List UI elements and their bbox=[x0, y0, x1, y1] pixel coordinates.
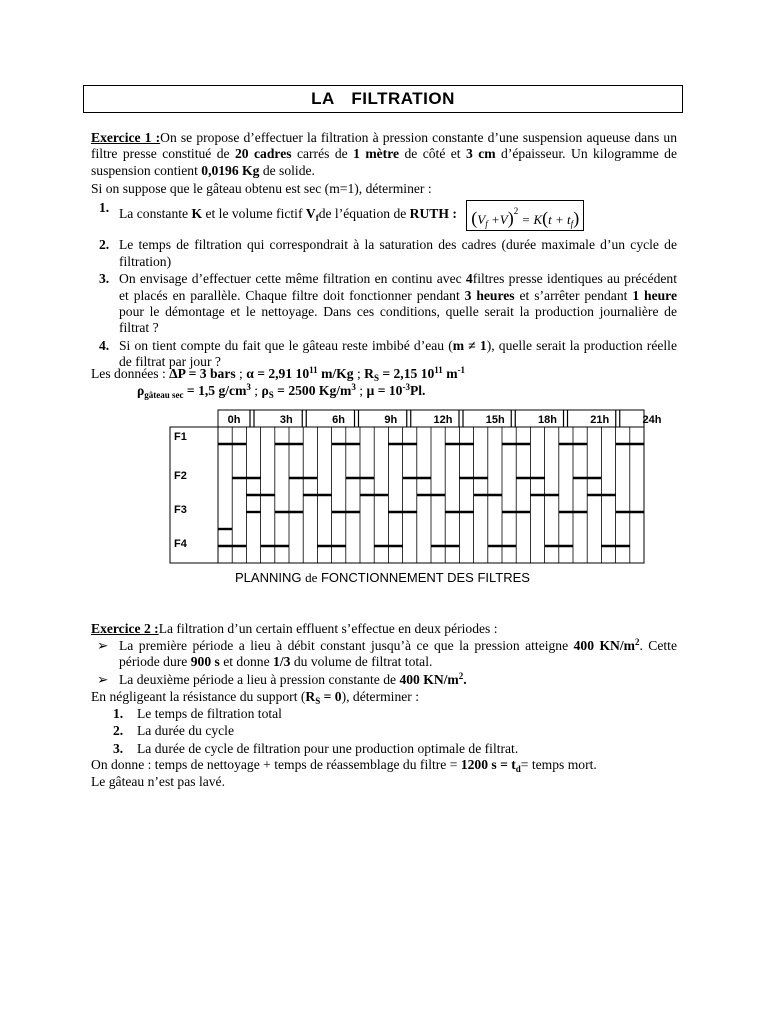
exercise-1-label: Exercice 1 : bbox=[91, 130, 161, 145]
text-bold: 1 mètre bbox=[353, 146, 400, 162]
eq-term: t + t bbox=[548, 212, 571, 227]
hour-label-3h: 3h bbox=[279, 414, 293, 426]
caption-text: PLANNING bbox=[235, 570, 306, 585]
given-data-line-2 bbox=[137, 383, 637, 399]
text: On envisage d’effectuer cette même filtration en continu avec bbox=[119, 271, 466, 287]
text-bold: R bbox=[305, 689, 316, 704]
question-2 bbox=[91, 237, 677, 270]
exercise-2-instruction bbox=[91, 689, 677, 705]
question-number: 3. bbox=[113, 740, 124, 756]
text: La durée du cycle bbox=[137, 723, 234, 739]
text: de côté et bbox=[399, 146, 467, 162]
text-bold: ρ bbox=[261, 383, 269, 398]
text: de solide. bbox=[259, 162, 315, 178]
text-bold: µ = 10 bbox=[366, 383, 403, 398]
text: ; bbox=[353, 366, 365, 381]
eq-term: V bbox=[477, 212, 486, 227]
text: d’épaisseur. Un kilogramme de suspension contient bbox=[91, 146, 677, 178]
text-bold: ρ bbox=[137, 383, 145, 398]
text-bold: α = 2,91 10 bbox=[246, 366, 310, 381]
question-number: 3. bbox=[99, 271, 110, 287]
title-box bbox=[83, 85, 683, 113]
filter-label-F1: F1 bbox=[174, 431, 187, 443]
exercise-1-statement bbox=[91, 130, 677, 179]
hour-label-0h: 0h bbox=[227, 414, 241, 426]
text: La première période a lieu à débit constant jusqu’à ce que la pression atteigne bbox=[119, 638, 574, 653]
caption-text: de bbox=[305, 570, 318, 585]
question-list-2 bbox=[91, 706, 677, 757]
paren: ) bbox=[507, 208, 514, 228]
question-number: 4. bbox=[99, 337, 110, 353]
exponent: 3 bbox=[351, 382, 356, 392]
text: et le volume fictif bbox=[202, 206, 306, 221]
text-bold: Pl. bbox=[409, 383, 426, 398]
text-bold: = 1,5 g/cm bbox=[183, 383, 247, 398]
text-bold: 400 KN/m bbox=[399, 671, 459, 687]
exponent: -1 bbox=[457, 365, 466, 375]
text-bold: m bbox=[442, 366, 458, 381]
arrow-bullet-icon: ➢ bbox=[97, 671, 109, 687]
paren: ( bbox=[542, 208, 549, 228]
text: En négligeant la résistance du support ( bbox=[91, 689, 306, 704]
question-list-1 bbox=[91, 200, 677, 371]
hour-label-24h: 24h bbox=[642, 414, 662, 426]
exponent: 3 bbox=[246, 382, 251, 392]
eq-term: +V bbox=[487, 212, 508, 227]
eq-exponent: 2 bbox=[513, 206, 519, 216]
text-bold: 0,0196 Kg bbox=[201, 162, 260, 178]
text: La durée de cycle de filtration pour une production optimale de filtrat. bbox=[137, 740, 519, 756]
subscript: S bbox=[268, 390, 274, 400]
text-bold: 4 bbox=[465, 271, 473, 287]
text: On donne : temps de nettoyage + temps de réassemblage du filtre = bbox=[91, 757, 461, 772]
question-number: 2. bbox=[113, 723, 124, 739]
page-title: LA FILTRATION bbox=[311, 88, 455, 108]
ruth-equation bbox=[466, 200, 584, 231]
text-bold: 1200 s = t bbox=[460, 757, 516, 772]
exponent: 11 bbox=[309, 365, 318, 375]
hour-label-15h: 15h bbox=[485, 414, 505, 426]
note-cake-not-washed: Le gâteau n’est pas lavé. bbox=[91, 774, 225, 789]
text: Le temps de filtration total bbox=[137, 706, 282, 721]
eq-sub: f bbox=[570, 219, 574, 229]
question-2-3 bbox=[91, 741, 677, 757]
filter-label-F4: F4 bbox=[174, 538, 187, 550]
text-bold: K bbox=[191, 206, 203, 221]
hour-label-6h: 6h bbox=[332, 414, 345, 426]
text-bold: 1 heure bbox=[632, 287, 677, 303]
hour-label-9h: 9h bbox=[384, 414, 398, 426]
exercise-2-bullets bbox=[91, 638, 677, 688]
bullet-period-1 bbox=[91, 638, 677, 671]
text: ), déterminer : bbox=[341, 689, 419, 704]
hour-label-21h: 21h bbox=[590, 414, 610, 426]
given-data-line-1 bbox=[91, 366, 677, 382]
question-number: 2. bbox=[99, 237, 110, 253]
text: Si on tient compte du fait que le gâteau reste imbibé d’eau ( bbox=[119, 337, 453, 353]
text: carrés de bbox=[291, 146, 354, 162]
text: La filtration d’un certain effluent s’effectue en deux périodes : bbox=[158, 621, 498, 636]
exponent: 11 bbox=[434, 365, 443, 375]
subscript: S bbox=[315, 696, 321, 706]
exercise-1-instruction: Si on suppose que le gâteau obtenu est sec (m=1), déterminer : bbox=[91, 181, 432, 196]
caption-text: FONCTIONNEMENT DES FILTRES bbox=[317, 570, 530, 585]
text-bold: . bbox=[463, 671, 467, 687]
text-bold: = 0 bbox=[320, 689, 342, 704]
bullet-period-2 bbox=[91, 672, 677, 688]
text: La deuxième période a lieu à pression constante de bbox=[119, 671, 400, 687]
text-bold: m/Kg bbox=[317, 366, 354, 381]
text-bold: = 2500 Kg/m bbox=[273, 383, 352, 398]
subscript: f bbox=[315, 213, 319, 223]
arrow-bullet-icon: ➢ bbox=[97, 638, 109, 653]
text: filtres presse identiques au précédent et placés en parallèle. Chaque filtre doit fonctionner pendant bbox=[119, 271, 677, 303]
text-bold: 1/3 bbox=[273, 654, 291, 670]
question-2-1 bbox=[91, 706, 677, 722]
text: ; bbox=[235, 366, 247, 381]
text: ), quelle serait la production réelle de filtrat par jour ? bbox=[119, 337, 677, 370]
text: et s’arrêter pendant bbox=[514, 287, 633, 303]
text: de l’équation de bbox=[318, 206, 410, 221]
text: Les données : bbox=[91, 366, 170, 381]
text: et donne bbox=[219, 654, 274, 670]
exponent: 2 bbox=[634, 637, 640, 647]
paren: ( bbox=[471, 208, 478, 228]
eq-term: = K bbox=[518, 212, 543, 227]
text-bold: 400 KN/m bbox=[573, 638, 635, 653]
text: du volume de filtrat total. bbox=[290, 654, 433, 670]
question-1 bbox=[91, 200, 677, 231]
filter-label-F2: F2 bbox=[174, 470, 187, 482]
exercise-2-intro bbox=[91, 621, 677, 637]
subscript: S bbox=[373, 373, 379, 383]
question-number: 1. bbox=[99, 200, 110, 215]
exponent: -3 bbox=[402, 382, 410, 392]
filter-label-F3: F3 bbox=[174, 504, 187, 516]
text-bold: 3 heures bbox=[464, 287, 515, 303]
paren: ) bbox=[573, 208, 580, 228]
planning-caption bbox=[235, 570, 530, 586]
text: ; bbox=[250, 383, 262, 398]
question-number: 1. bbox=[113, 706, 124, 721]
question-2-2 bbox=[91, 723, 677, 739]
text: La constante bbox=[119, 206, 192, 221]
text-bold: 900 s bbox=[190, 654, 220, 670]
eq-sub: f bbox=[485, 219, 488, 229]
question-3 bbox=[91, 271, 677, 337]
subscript: d bbox=[515, 764, 521, 774]
hour-label-12h: 12h bbox=[433, 414, 453, 426]
text: Le temps de filtration qui correspondrait à la saturation des cadres (durée maximale d’un cycle de filtration) bbox=[119, 237, 677, 269]
given-dead-time bbox=[91, 757, 677, 773]
text-bold: = 2,15 10 bbox=[378, 366, 435, 381]
text-bold: R bbox=[364, 366, 374, 381]
text: = temps mort. bbox=[520, 757, 597, 772]
text-bold: RUTH : bbox=[409, 206, 457, 221]
exercise-2-label: Exercice 2 : bbox=[91, 621, 159, 636]
text: On se propose d’effectuer la filtration à pression constante d’une suspension aqueuse dans un filtre presse constitué de bbox=[91, 130, 678, 162]
text: pour le démontage et le nettoyage. Dans ces conditions, quelle serait la production journalière de filtrat ? bbox=[119, 304, 677, 336]
subscript: gâteau sec bbox=[144, 390, 184, 400]
text: ; bbox=[355, 383, 367, 398]
text-bold: V bbox=[305, 206, 316, 221]
text-bold: 20 cadres bbox=[235, 146, 292, 162]
text-bold: 3 cm bbox=[466, 146, 496, 162]
exponent: 2 bbox=[458, 670, 464, 681]
text-bold: ΔP = 3 bars bbox=[169, 366, 236, 381]
text: . Cette période dure bbox=[119, 638, 677, 670]
text-bold: m ≠ 1 bbox=[452, 337, 487, 353]
hour-label-18h: 18h bbox=[538, 414, 557, 426]
